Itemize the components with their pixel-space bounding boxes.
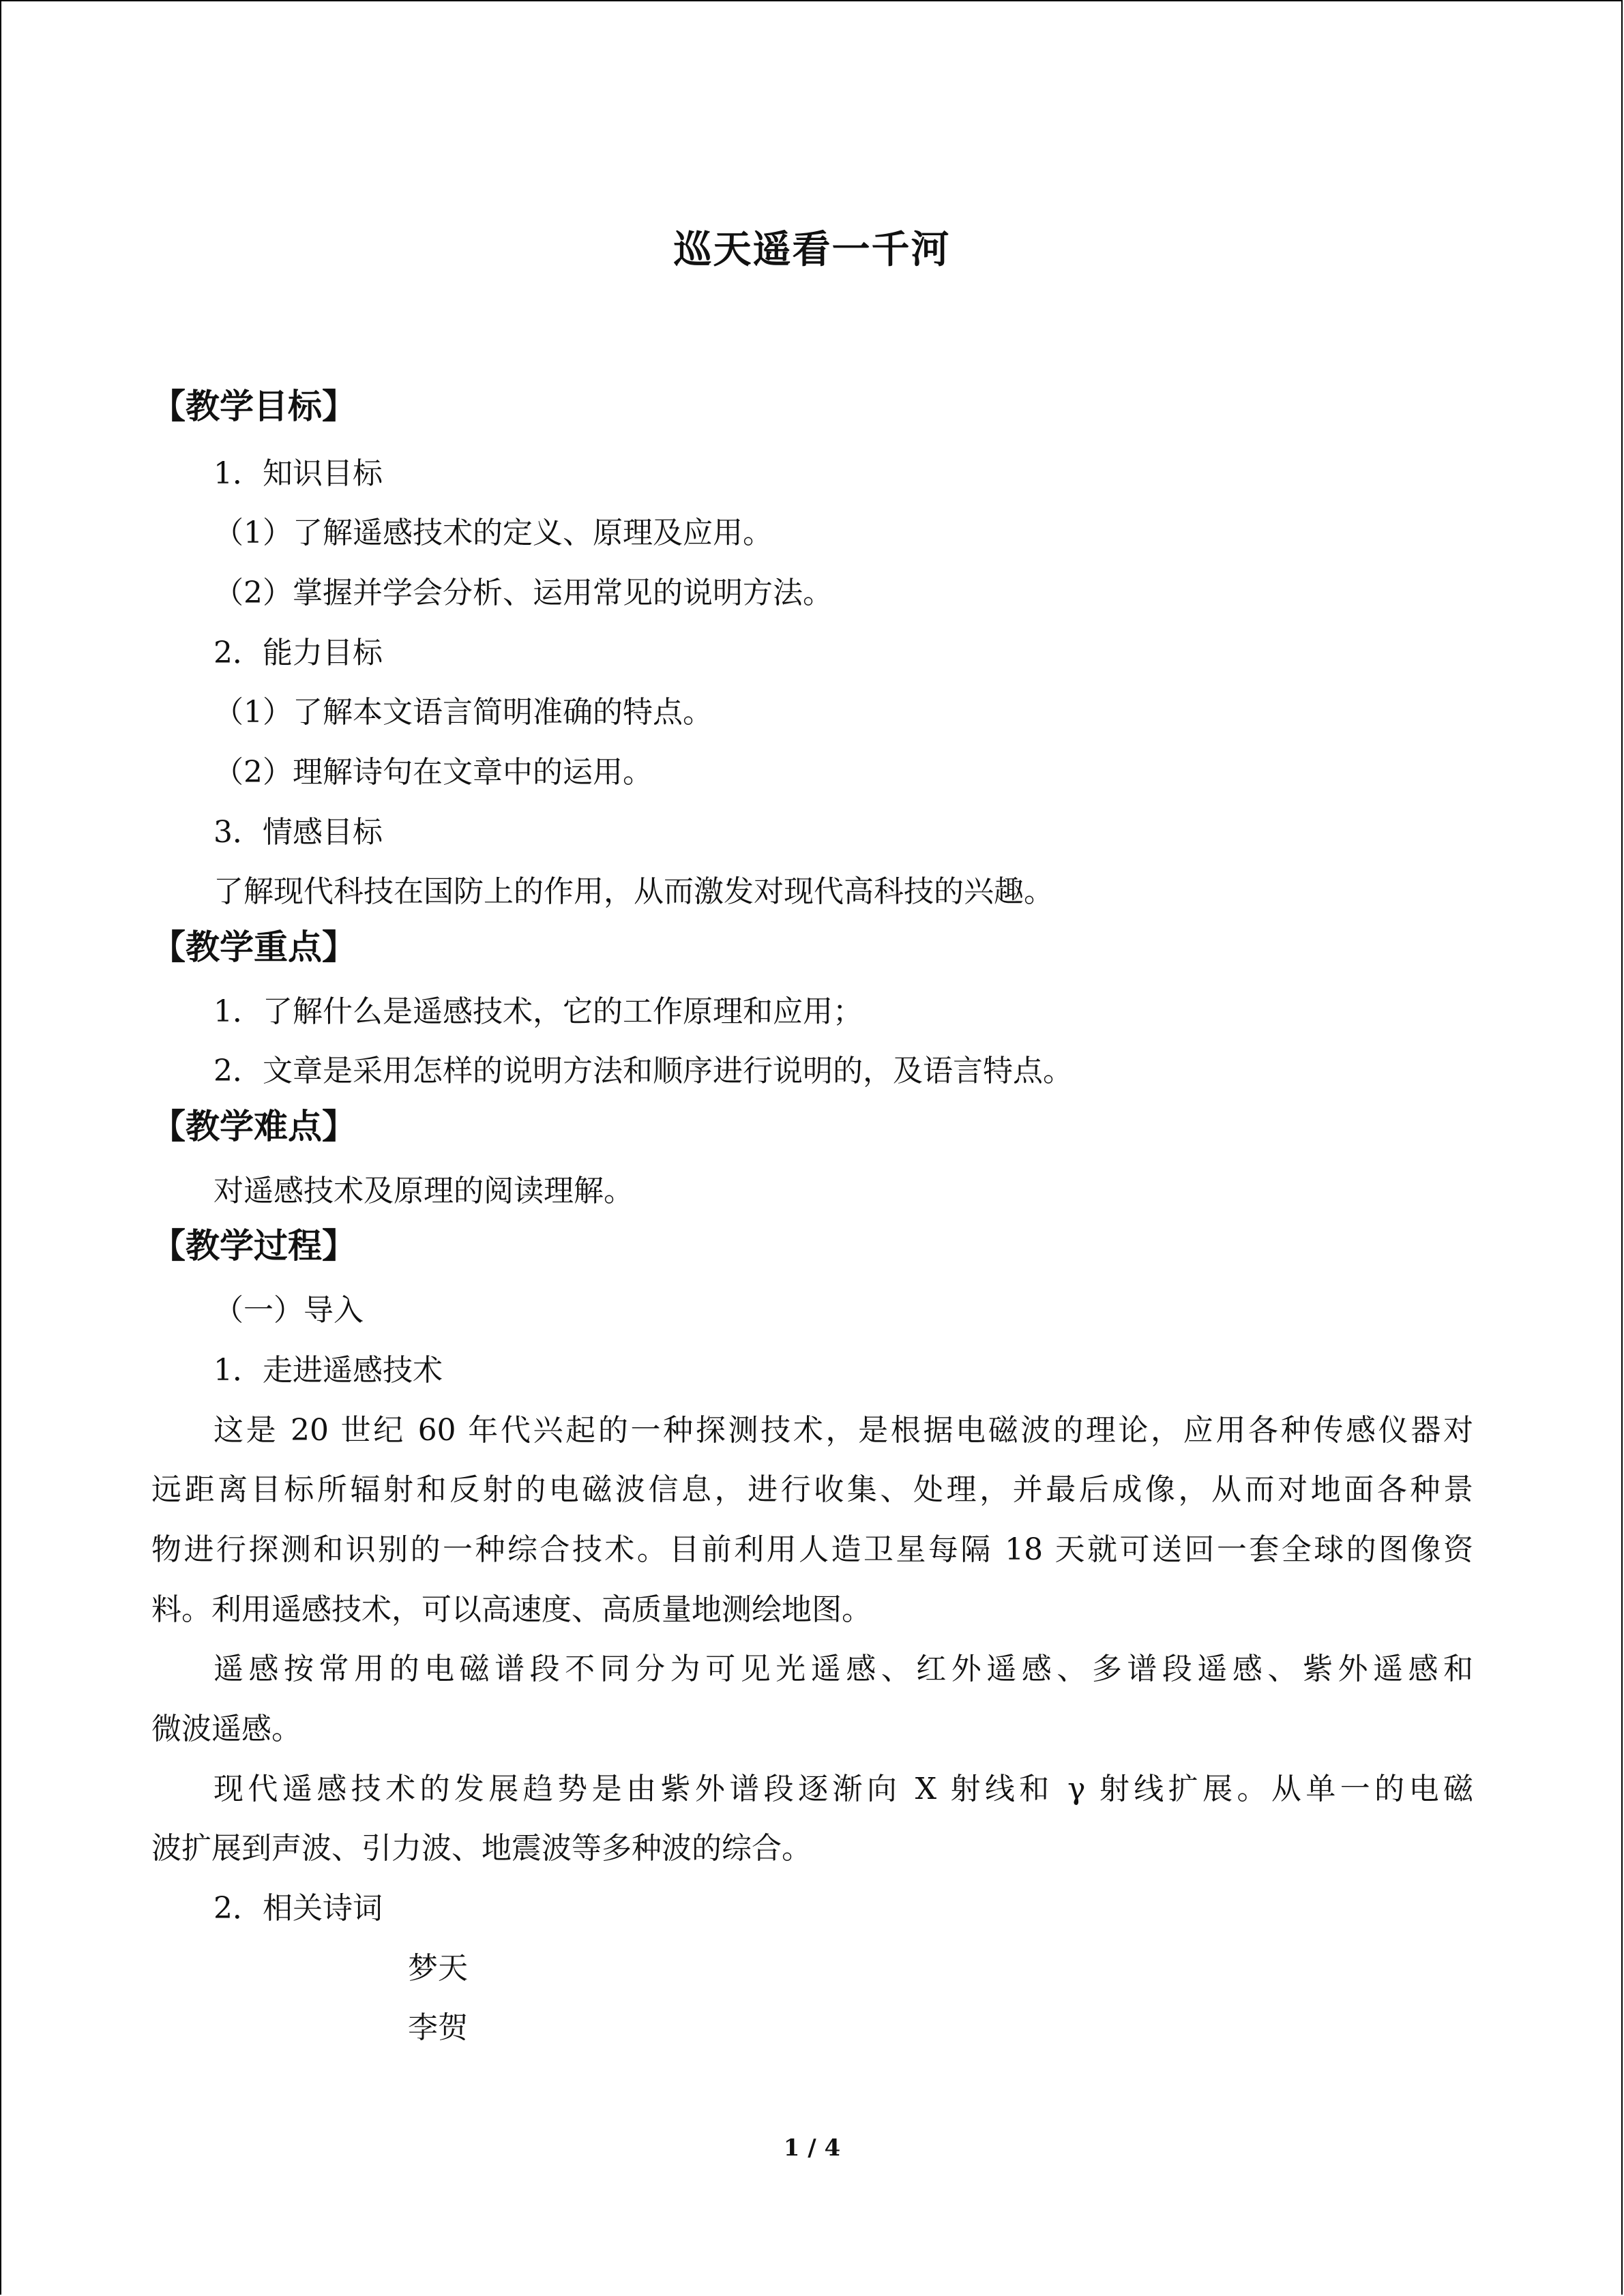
goal-ability-title: 2．能力目标	[213, 636, 383, 670]
key-point-2: 2．文章是采用怎样的说明方法和顺序进行说明的，及语言特点。	[213, 1054, 1073, 1088]
key-point-1: 1．了解什么是遥感技术，它的工作原理和应用；	[213, 994, 863, 1029]
section-heading-key-points: 【教学重点】	[151, 927, 356, 967]
goal-emotion-item: 了解现代科技在国防上的作用，从而激发对现代高科技的兴趣。	[213, 874, 1054, 909]
poem-author: 李贺	[408, 2010, 468, 2045]
section-heading-difficulties: 【教学难点】	[151, 1106, 356, 1146]
page-title: 巡天遥看一千河	[673, 227, 951, 272]
difficulty-item: 对遥感技术及原理的阅读理解。	[213, 1174, 634, 1208]
section-heading-goals: 【教学目标】	[151, 386, 356, 426]
paragraph-3-line-2: 波扩展到声波、引力波、地震波等多种波的综合。	[151, 1831, 812, 1866]
paragraph-1-line-1: 这是 20 世纪 60 年代兴起的一种探测技术，是根据电磁波的理论，应用各种传感仪器对	[213, 1413, 1473, 1448]
goal-ability-item-2: （2）理解诗句在文章中的运用。	[213, 755, 653, 790]
paragraph-3-line-1: 现代遥感技术的发展趋势是由紫外谱段逐渐向 X 射线和 γ 射线扩展。从单一的电磁	[213, 1772, 1473, 1806]
goal-knowledge-item-1: （1）了解遥感技术的定义、原理及应用。	[213, 516, 773, 550]
process-step-2-title: 2．相关诗词	[213, 1891, 383, 1926]
page-number: 1 / 4	[783, 2134, 841, 2162]
paragraph-1-line-4: 料。利用遥感技术，可以高速度、高质量地测绘地图。	[151, 1592, 872, 1627]
section-heading-process: 【教学过程】	[151, 1225, 356, 1266]
paragraph-2-line-1: 遥感按常用的电磁谱段不同分为可见光遥感、红外遥感、多谱段遥感、紫外遥感和	[213, 1652, 1473, 1686]
process-intro: （一）导入	[213, 1293, 364, 1328]
goal-emotion-title: 3．情感目标	[213, 815, 383, 850]
paragraph-1-line-3: 物进行探测和识别的一种综合技术。目前利用人造卫星每隔 18 天就可送回一套全球的图像资	[151, 1532, 1473, 1567]
process-step-1-title: 1．走进遥感技术	[213, 1353, 443, 1388]
goal-knowledge-item-2: （2）掌握并学会分析、运用常见的说明方法。	[213, 576, 833, 610]
paragraph-1-line-2: 远距离目标所辐射和反射的电磁波信息，进行收集、处理，并最后成像，从而对地面各种景	[151, 1472, 1473, 1507]
goal-knowledge-title: 1．知识目标	[213, 456, 383, 491]
paragraph-2-line-2: 微波遥感。	[151, 1712, 301, 1746]
poem-title: 梦天	[408, 1951, 468, 1986]
goal-ability-item-1: （1）了解本文语言简明准确的特点。	[213, 695, 713, 730]
